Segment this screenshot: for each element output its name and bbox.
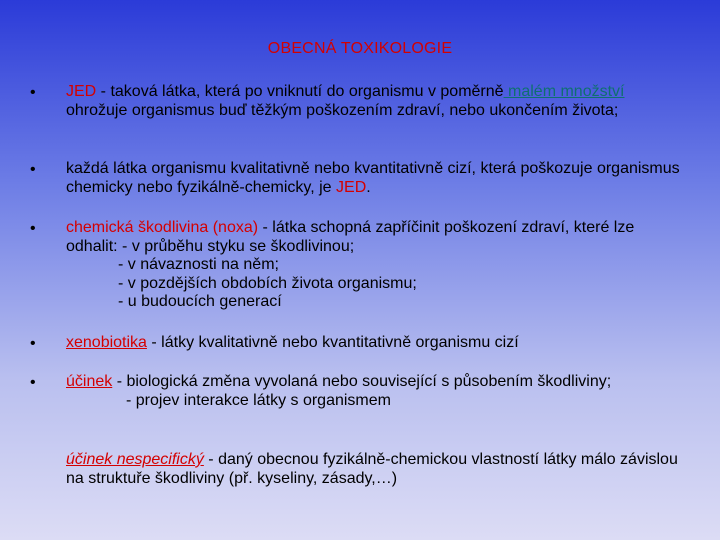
sub-line: - v návaznosti na něm;: [118, 256, 279, 273]
text-segment: - látka schopná zapříčinit poškození zdraví, které lze odhalit: - v průběhu styku se škodlivinou;: [66, 219, 635, 255]
sub-line: - v pozdějších obdobích života organismu;: [118, 274, 417, 292]
term-jed: JED: [336, 178, 367, 196]
slide-title: OBECNÁ TOXIKOLOGIE: [267, 40, 453, 57]
term-nonspecific-effect: účinek nespecifický: [66, 451, 204, 468]
bullet-marker: •: [30, 374, 36, 391]
definition-foreign-substance: [66, 160, 686, 197]
definition-jed: [66, 83, 686, 120]
text-segment: - biologická změna vyvolaná nebo související s působením škodliviny;: [112, 373, 612, 390]
sub-line: - u budoucích generací: [118, 293, 282, 310]
highlight-small-amount: malém množství: [503, 83, 625, 100]
bullet-marker: •: [30, 335, 36, 352]
term-ucinek: účinek: [66, 373, 113, 390]
term-jed: JED: [66, 83, 97, 100]
text-segment: - taková látka, která po vniknutí do organismu v poměrně: [96, 83, 504, 100]
definition-ucinek: [66, 373, 686, 410]
bullet-marker: •: [30, 161, 36, 178]
term-xenobiotika: xenobiotika: [66, 334, 147, 351]
bullet-marker: •: [30, 220, 36, 237]
bullet-marker: •: [30, 84, 36, 101]
term-noxa: chemická škodlivina (noxa): [66, 219, 259, 236]
definition-xenobiotika: [66, 334, 686, 353]
definition-noxa: [66, 219, 686, 312]
text-segment: každá látka organismu kvalitativně nebo kvantitativně cizí, která poškozuje organismus chemicky nebo fyzikálně-chemicky, je: [66, 160, 680, 196]
text-segment: ohrožuje organismus buď těžkým poškozením zdraví, nebo ukončením života;: [66, 101, 619, 119]
text-segment: - daný obecnou fyzikálně-chemickou vlastností látky málo závislou na struktuře škodliviny (př. kyseliny, zásady,…): [66, 451, 678, 487]
definition-nonspecific-effect: [66, 451, 686, 488]
sub-line: - projev interakce látky s organismem: [126, 391, 391, 409]
text-segment: - látky kvalitativně nebo kvantitativně organismu cizí: [146, 334, 519, 351]
text-segment: .: [366, 178, 371, 196]
